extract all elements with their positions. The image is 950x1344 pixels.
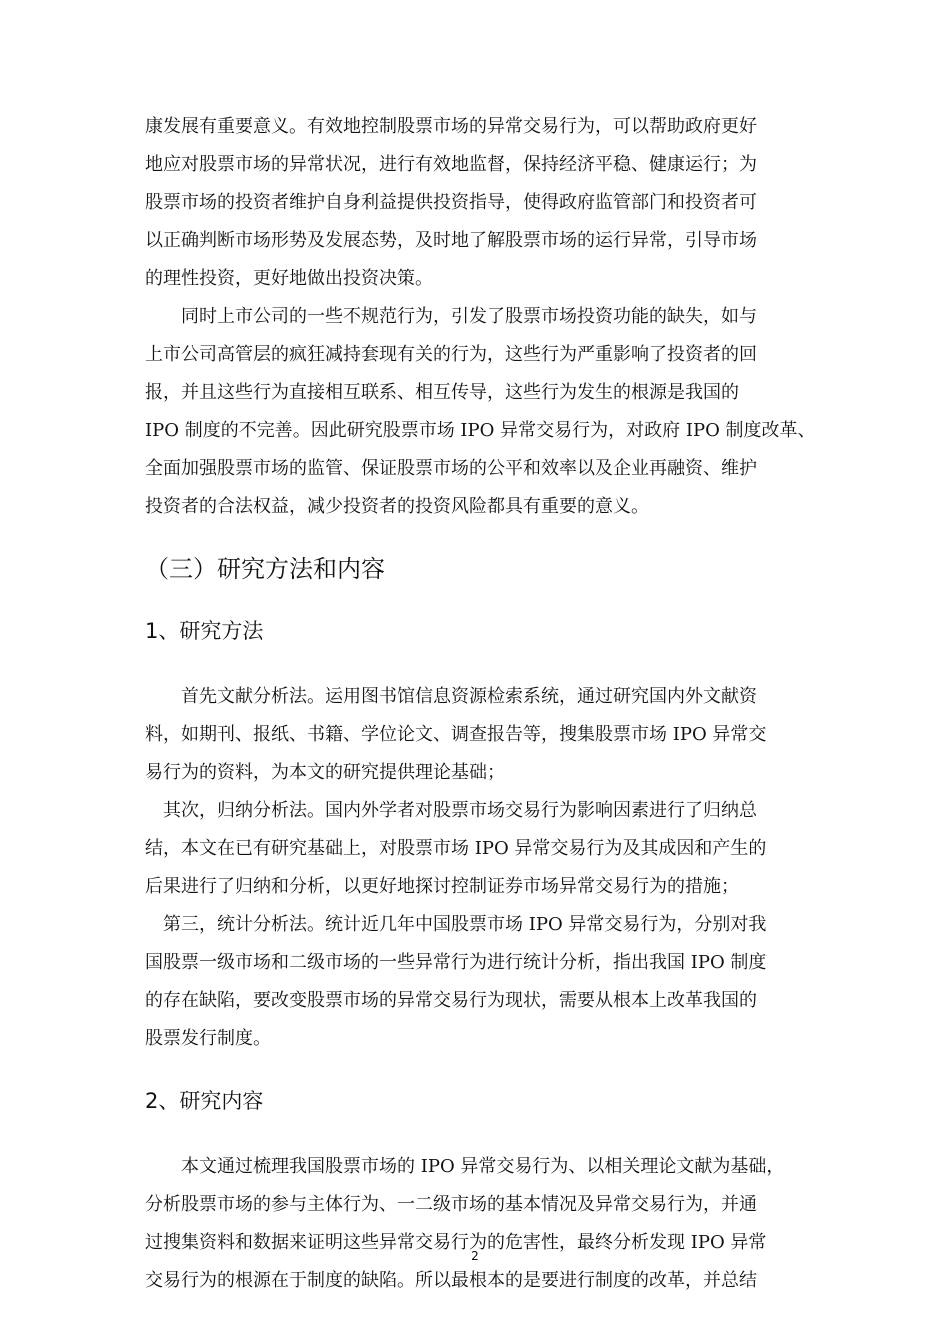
text-line: 首先文献分析法。运用图书馆信息资源检索系统，通过研究国内外文献资 — [181, 686, 757, 707]
text-line: 结，本文在已有研究基础上，对股票市场 IPO 异常交易行为及其成因和产生的 — [145, 838, 767, 859]
paragraph-inductive-analysis — [145, 792, 805, 906]
text-line: 报，并且这些行为直接相互联系、相互传导，这些行为发生的根源是我国的 — [145, 382, 739, 403]
text-line: 第三，统计分析法。统计近几年中国股票市场 IPO 异常交易行为，分别对我 — [163, 914, 767, 935]
text-line: 交易行为的根源在于制度的缺陷。所以最根本的是要进行制度的改革，并总结 — [145, 1270, 757, 1291]
text-line: 股票市场的投资者维护自身利益提供投资指导，使得政府监管部门和投资者可 — [145, 192, 757, 213]
text-line: 上市公司高管层的疯狂减持套现有关的行为，这些行为严重影响了投资者的回 — [145, 344, 757, 365]
text-line: 后果进行了归纳和分析，以更好地探讨控制证券市场异常交易行为的措施； — [145, 876, 739, 897]
document-body — [145, 108, 816, 1300]
subsection-heading-contents: 2、研究内容 — [145, 1089, 264, 1113]
text-line: 其次，归纳分析法。国内外学者对股票市场交易行为影响因素进行了归纳总 — [163, 800, 757, 821]
paragraph-literature-analysis — [145, 678, 805, 792]
subsection-heading-methods: 1、研究方法 — [145, 619, 264, 643]
text-line: 的理性投资，更好地做出投资决策。 — [145, 268, 433, 289]
text-line: 分析股票市场的参与主体行为、一二级市场的基本情况及异常交易行为，并通 — [145, 1194, 757, 1215]
text-line: 股票发行制度。 — [145, 1028, 271, 1049]
text-line: 地应对股票市场的异常状况，进行有效地监督，保持经济平稳、健康运行；为 — [145, 154, 757, 175]
text-line: 本文通过梳理我国股票市场的 IPO 异常交易行为、以相关理论文献为基础， — [181, 1156, 785, 1177]
paragraph-significance — [145, 298, 816, 526]
text-line: 的存在缺陷，要改变股票市场的异常交易行为现状，需要从根本上改革我国的 — [145, 990, 757, 1011]
text-line: 投资者的合法权益，减少投资者的投资风险都具有重要的意义。 — [145, 496, 649, 517]
paragraph-continuation — [145, 108, 805, 298]
text-line: 同时上市公司的一些不规范行为，引发了股票市场投资功能的缺失，如与 — [181, 306, 757, 327]
text-line: 易行为的资料，为本文的研究提供理论基础； — [145, 762, 505, 783]
text-line: 国股票一级市场和二级市场的一些异常行为进行统计分析，指出我国 IPO 制度 — [145, 952, 767, 973]
text-line: 以正确判断市场形势及发展态势，及时地了解股票市场的运行异常，引导市场 — [145, 230, 757, 251]
text-line: 全面加强股票市场的监管、保证股票市场的公平和效率以及企业再融资、维护 — [145, 458, 757, 479]
text-line: 过搜集资料和数据来证明这些异常交易行为的危害性，最终分析发现 IPO 异常 — [145, 1232, 767, 1253]
page-number: 2 — [471, 1249, 479, 1263]
text-line: IPO 制度的不完善。因此研究股票市场 IPO 异常交易行为，对政府 IPO 制度改革、 — [145, 420, 816, 441]
paragraph-statistical-analysis — [145, 906, 805, 1058]
text-line: 康发展有重要意义。有效地控制股票市场的异常交易行为，可以帮助政府更好 — [145, 116, 757, 137]
paragraph-research-content — [145, 1148, 805, 1300]
section-heading: （三）研究方法和内容 — [145, 555, 385, 583]
text-line: 料，如期刊、报纸、书籍、学位论文、调查报告等，搜集股票市场 IPO 异常交 — [145, 724, 767, 745]
